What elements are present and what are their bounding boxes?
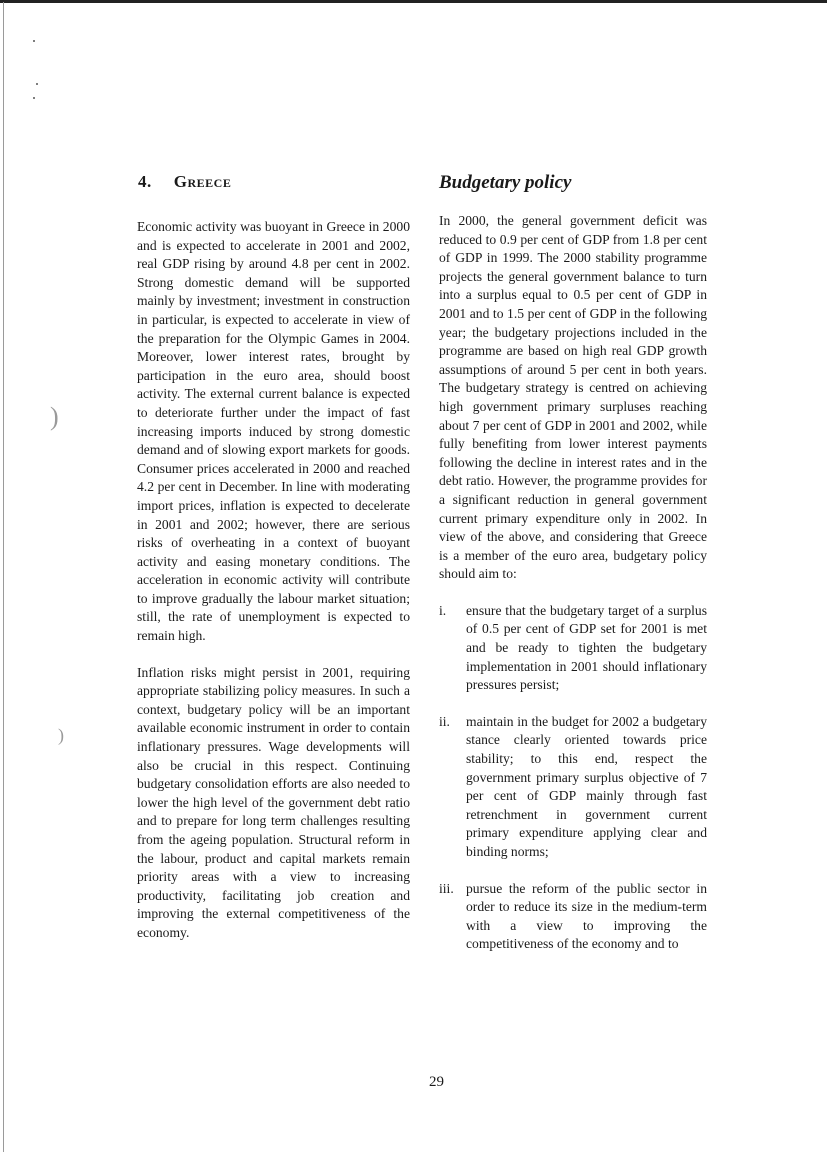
paragraph: Economic activity was buoyant in Greece in 2000 and is expected to accelerate in 2001 and 2002, real GDP rising by around 4.8 per cent in 2002. Strong domestic demand will be supported mainly by investment; investment in construction in particular, is expected to accelerate in view of the preparation for the Olympic Games in 2004. Moreover, lower interest rates, brought by participation in the euro area, should boost activity. The external current balance is expected to deteriorate further under the impact of fast increasing imports induced by strong domestic demand and of slowing export markets for goods. Consumer prices accelerated in 2000 and reached 4.2 per cent in December. In line with moderating import prices, inflation is expected to decelerate in 2001 and 2002; however, there are serious risks of overheating in a context of buoyant activity and easing monetary conditions. The acceleration in economic activity will contribute to improve gradually the labour market situation; still, the rate of unemployment is expected to remain high. (137, 219, 410, 644)
binding-hole-mark: ) (58, 725, 64, 745)
paragraph: In 2000, the general government deficit was reduced to 0.9 per cent of GDP from 1.8 per cent of GDP in 1999. The 2000 stability programme projects the general government balance to turn into a surplus equal to 0.5 per cent of GDP in 2001 and to 1.5 per cent of GDP in the following year; the budgetary projections included in the programme are based on high real GDP growth assumptions of around 5 per cent in both years. The budgetary strategy is centred on achieving high government primary surpluses reaching about 7 per cent of GDP in 2001 and 2002, while fully benefiting from lower interest payments following the decline in interest rates and in the debt ratio. However, the programme provides for a significant reduction in general government current primary expenditure only in 2002. In view of the above, and considering that Greece is a member of the euro area, budgetary policy should aim to: (439, 213, 707, 582)
list-marker: iii. (439, 880, 454, 896)
list-marker: ii. (439, 713, 450, 729)
scan-speck (33, 40, 35, 42)
list-item-text: ensure that the budgetary target of a surplus of 0.5 per cent of GDP set for 2001 is met and be ready to tighten the budgetary implementation in 2001 should inflationary pressures persist; (466, 602, 707, 693)
recommendation-list (439, 602, 707, 954)
list-item-text: maintain in the budget for 2002 a budgetary stance clearly oriented towards price stability; to this end, respect the government primary surplus objective of 7 per cent of GDP mainly through fast retrenchment in government current primary expenditure applying clear and binding norms; (466, 713, 707, 859)
paragraph: Inflation risks might persist in 2001, requiring appropriate stabilizing policy measures. In such a context, budgetary policy will be an important available economic instrument in order to contain inflationary pressures. Wage developments will also be crucial in this respect. Continuing budgetary consolidation efforts are also needed to lower the high level of the government debt ratio and to prepare for long term challenges resulting from the ageing population. Structural reform in the labour, product and capital markets remain priority areas with a view to increasing productivity, facilitating job creation and improving the external competitiveness of the economy. (137, 664, 410, 940)
list-marker: i. (439, 602, 447, 618)
page-number: 29 (429, 1074, 444, 1090)
right-column (439, 212, 707, 954)
scan-speck (36, 83, 38, 85)
scan-speck (33, 97, 35, 99)
page-left-border (3, 2, 4, 1152)
subsection-heading: Budgetary policy (439, 172, 572, 193)
left-column (137, 218, 410, 943)
section-title: Greece (173, 172, 232, 191)
page-top-border (0, 0, 827, 3)
list-item (439, 880, 707, 954)
list-item (439, 713, 707, 862)
section-heading (138, 172, 231, 192)
list-item-text: pursue the reform of the public sector in order to reduce its size in the medium-term with a view to improving the competitiveness of the economy and to (466, 880, 707, 952)
binding-hole-mark: ) (50, 402, 59, 431)
section-number: 4. (138, 172, 152, 191)
list-item (439, 602, 707, 695)
